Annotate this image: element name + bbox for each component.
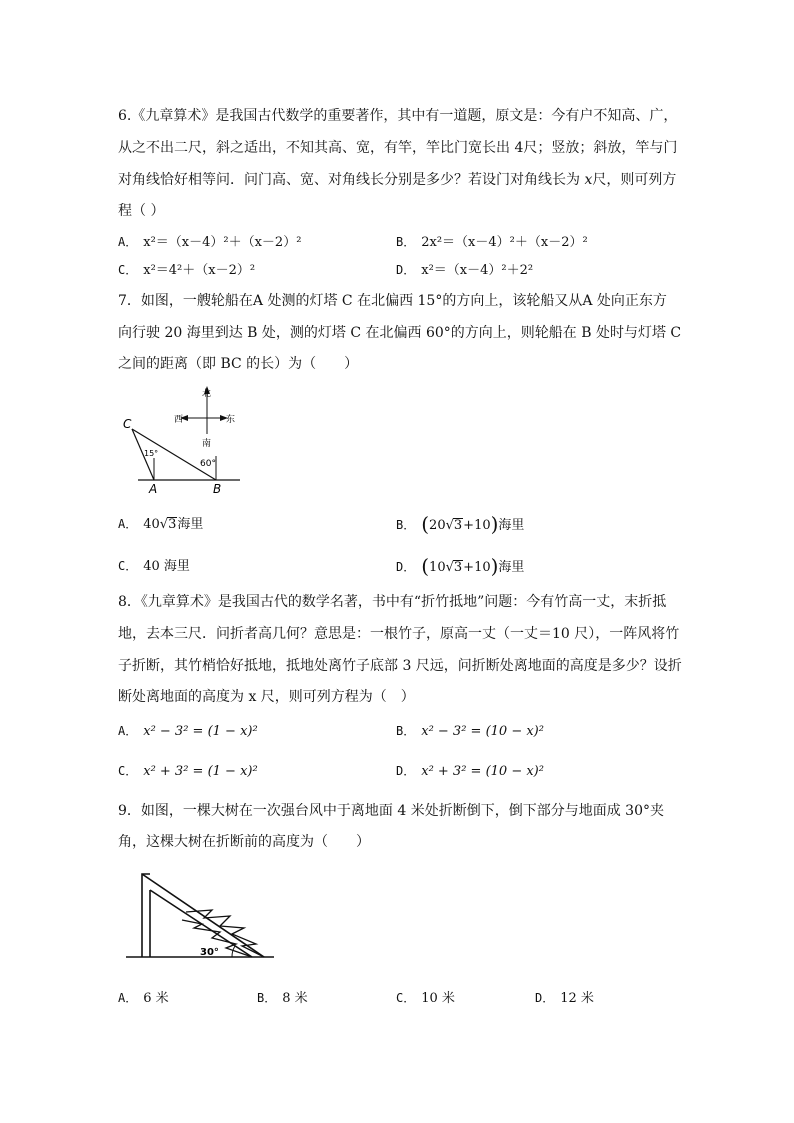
- option-unit: 海里: [498, 518, 525, 533]
- option-label: B．: [396, 724, 416, 738]
- option-label: A．: [118, 724, 138, 738]
- q6-variable: x: [584, 172, 593, 188]
- q8-line-4: 断处离地面的高度为 x 尺，则可列方程为（ ）: [118, 689, 415, 705]
- option-radicand: 3: [453, 518, 463, 533]
- option-plus: +10: [463, 518, 491, 533]
- q7-option-c[interactable]: [118, 556, 190, 577]
- option-unit: 海里: [177, 517, 204, 532]
- q7-option-d[interactable]: D． (10√3+10)海里: [396, 554, 525, 578]
- q9-option-c[interactable]: [396, 988, 455, 1009]
- q6-line-3-tail: 尺，则可列方: [592, 172, 677, 188]
- label-east: 东: [226, 415, 236, 425]
- option-text: 10 米: [421, 991, 455, 1006]
- option-text: 8 米: [282, 991, 308, 1006]
- option-label: A．: [118, 991, 138, 1005]
- q8-option-a[interactable]: [118, 721, 258, 742]
- q7-option-b[interactable]: B． (20√3+10)海里: [396, 512, 525, 536]
- option-text: x² − 3² = (1 − x)²: [143, 724, 258, 739]
- label-south: 南: [202, 439, 212, 449]
- option-label: C．: [118, 559, 138, 573]
- q8-line-1: 8．《九章算术》是我国古代的数学名著，书中有“折竹抵地”问题：今有竹高一丈，末折抵: [118, 594, 667, 610]
- option-label: A．: [118, 235, 138, 249]
- option-coef: 20: [429, 518, 446, 533]
- option-label: C．: [396, 991, 416, 1005]
- q8-line-3: 子折断，其竹梢恰好抵地，抵地处离竹子底部 3 尺远，问折断处离地面的高度是多少？设折: [118, 658, 682, 674]
- option-text: x² + 3² = (10 − x)²: [421, 764, 544, 779]
- label-north: 北: [202, 389, 212, 399]
- q9-option-d[interactable]: [535, 988, 594, 1009]
- option-text: x² + 3² = (1 − x)²: [143, 764, 258, 779]
- q9-line-2: 角，这棵大树在折断前的高度为（ ）: [118, 834, 370, 850]
- point-c-label: C: [123, 417, 132, 431]
- option-label: D．: [535, 991, 555, 1005]
- q6-option-a[interactable]: [118, 232, 301, 253]
- angle-a-label: 15°: [144, 449, 159, 458]
- option-coef: 40: [143, 517, 160, 532]
- q6-option-b[interactable]: [396, 232, 588, 253]
- angle-b-label: 60°: [200, 459, 216, 469]
- option-label: B．: [396, 235, 416, 249]
- q9-option-b[interactable]: [257, 988, 308, 1009]
- q8-option-c[interactable]: [118, 761, 258, 782]
- option-label: D．: [396, 263, 416, 277]
- option-text: 6 米: [143, 991, 169, 1006]
- q7-figure: [118, 382, 248, 494]
- label-west: 西: [174, 415, 184, 425]
- option-text: x²＝（x－4）²＋（x－2）²: [143, 235, 302, 250]
- option-radicand: 3: [453, 560, 463, 575]
- q9-line-1: 9．如图，一棵大树在一次强台风中于离地面 4 米处折断倒下，倒下部分与地面成 30°夹: [118, 803, 664, 819]
- option-coef: 10: [429, 560, 446, 575]
- option-radicand: 3: [168, 517, 177, 532]
- q6-line-3-text: 对角线恰好相等问．问门高、宽、对角线长分别是多少？若设门对角线长为: [118, 172, 585, 188]
- q8-line-2: 地，去本三尺．问折者高几何？意思是：一根竹子，原高一丈（一丈＝10 尺），一阵风将竹: [118, 626, 680, 642]
- option-text: x²＝4²＋（x－2）²: [143, 263, 256, 278]
- option-label: B．: [396, 518, 416, 532]
- option-text: x² − 3² = (10 − x)²: [421, 724, 544, 739]
- option-text: 2x²＝（x－4）²＋（x－2）²: [421, 235, 588, 250]
- angle-label: 30°: [200, 947, 219, 958]
- q6-line-3: [118, 170, 676, 190]
- option-label: D．: [396, 560, 416, 574]
- option-unit: 海里: [498, 560, 525, 575]
- option-text: 12 米: [560, 991, 594, 1006]
- option-label: D．: [396, 764, 416, 778]
- option-label: C．: [118, 263, 138, 277]
- q9-figure: [124, 868, 280, 964]
- q6-option-d[interactable]: [396, 260, 533, 281]
- q6-line-1: 6.《九章算术》是我国古代数学的重要著作，其中有一道题，原文是：今有户不知高、广，: [118, 108, 678, 124]
- point-a-label: A: [149, 482, 158, 494]
- q7-line-2: 向行驶 20 海里到达 B 处，测的灯塔 C 在北偏西 60°的方向上，则轮船在 B 处时与灯塔 C: [118, 325, 682, 341]
- option-plus: +10: [463, 560, 491, 575]
- option-label: B．: [257, 991, 277, 1005]
- q8-option-b[interactable]: [396, 721, 544, 742]
- q7-line-1: 7．如图，一艘轮船在A 处测的灯塔 C 在北偏西 15°的方向上，该轮船又从A 处向正东方: [118, 293, 667, 309]
- option-text: x²＝（x－4）²＋2²: [421, 263, 534, 278]
- fallen-outer: [142, 874, 264, 957]
- option-text: 40 海里: [143, 559, 190, 574]
- q9-option-a[interactable]: [118, 988, 169, 1009]
- q6-option-c[interactable]: [118, 260, 255, 281]
- q7-line-3: 之间的距离（即 BC 的长）为（ ）: [118, 356, 359, 372]
- option-label: C．: [118, 764, 138, 778]
- trunk-outer: [142, 874, 150, 957]
- option-label: A．: [118, 517, 138, 531]
- q7-option-a[interactable]: A． 40√3海里: [118, 517, 204, 532]
- q6-line-2: 从之不出二尺，斜之适出，不知其高、宽，有竿，竿比门宽长出 4尺；竖放；斜放，竿与门: [118, 140, 678, 156]
- point-b-label: B: [213, 482, 222, 494]
- q6-line-4: 程（ ）: [118, 203, 165, 219]
- q8-option-d[interactable]: [396, 761, 544, 782]
